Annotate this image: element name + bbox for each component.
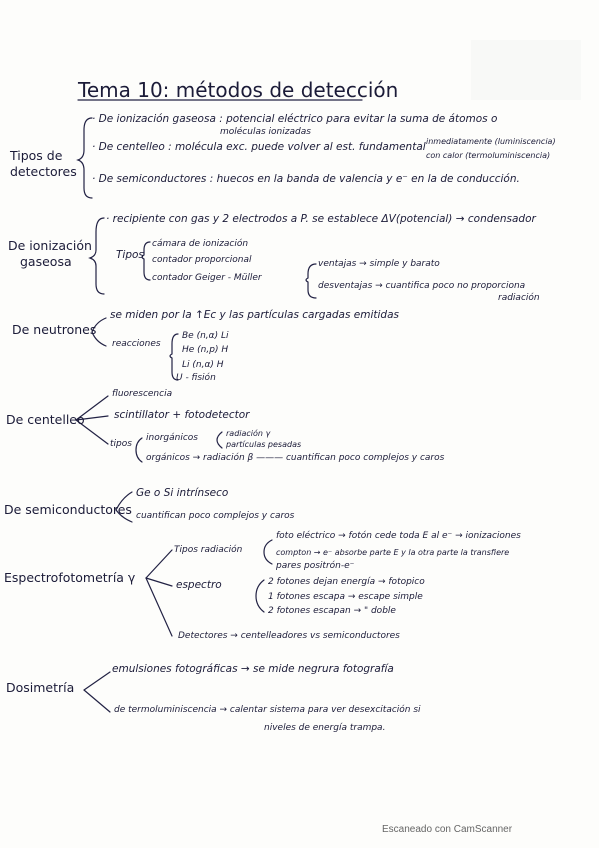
heading-espectrofotometria: Espectrofotometría γ — [4, 570, 136, 585]
page-title: Tema 10: métodos de detección — [78, 78, 399, 102]
neutrones-reaccion-he: He (n,p) H — [182, 345, 229, 355]
neutrones-reaccion-be: Be (n,α) Li — [182, 331, 229, 341]
heading-ionizacion-line-1: De ionización — [8, 238, 92, 253]
centelleo-inorganicos: inorgánicos — [146, 433, 198, 443]
heading-dosimetria: Dosimetría — [6, 680, 75, 695]
tipos-item-ionizacion-cont: moléculas ionizadas — [220, 127, 311, 137]
ionizacion-tipo-proporcional: contador proporcional — [152, 255, 252, 265]
centelleo-scintillator: scintillator + fotodetector — [114, 409, 250, 421]
espectro-label: espectro — [176, 579, 222, 591]
tipos-item-centelleo: · De centelleo : molécula exc. puede volver al est. fundamental — [92, 141, 426, 153]
tipos-centelleo-inmediato: inmediatamente (luminiscencia) — [426, 137, 556, 146]
tipos-centelleo-calor: con calor (termoluminiscencia) — [426, 151, 551, 160]
ionizacion-ventajas: ventajas → simple y barato — [318, 259, 440, 269]
neutrones-reaccion-li: Li (n,α) H — [182, 360, 224, 370]
semiconductores-line-1: Ge o Si intrínseco — [136, 487, 229, 499]
centelleo-fluorescencia: fluorescencia — [112, 389, 173, 399]
ionizacion-tipos-label: Tipos — [116, 249, 144, 261]
espectro-tipos-radiacion: Tipos radiación — [174, 545, 243, 555]
espectro-un-foton: 1 fotones escapa → escape simple — [268, 592, 423, 602]
tipos-item-ionizacion: · De ionización gaseosa : potencial eléctrico para evitar la suma de átomos o — [92, 113, 498, 125]
ionizacion-recipiente: · recipiente con gas y 2 electrodos a P. se establece ΔV(potencial) → condensador — [106, 213, 536, 225]
heading-tipos-line-1: Tipos de — [10, 148, 63, 163]
ionizacion-tipo-camara: cámara de ionización — [152, 239, 249, 249]
espectro-dos-escapan: 2 fotones escapan → " doble — [268, 606, 396, 616]
espectro-fotoelectrico: foto eléctrico → fotón cede toda E al e⁻ → ionizaciones — [276, 531, 521, 541]
heading-semiconductores: De semiconductores — [4, 502, 132, 517]
centelleo-tipos-label: tipos — [110, 439, 132, 449]
heading-centelleo: De centelleo — [6, 412, 85, 427]
espectro-dos-fotones: 2 fotones dejan energía → fotopico — [268, 577, 425, 587]
neutrones-line-1: se miden por la ↑Ec y las partículas cargadas emitidas — [110, 309, 399, 321]
espectro-pares: pares positrón-e⁻ — [276, 561, 355, 571]
heading-tipos-line-2: detectores — [10, 164, 77, 179]
tipos-item-semiconductores: · De semiconductores : huecos en la banda de valencia y e⁻ en la de conducción. — [92, 173, 520, 185]
dosimetria-emulsiones: emulsiones fotográficas → se mide negrura fotografía — [112, 663, 394, 675]
scanner-watermark: Escaneado con CamScanner — [382, 824, 513, 835]
dosimetria-termoluminiscencia: de termoluminiscencia → calentar sistema para ver desexcitación si — [114, 705, 421, 715]
centelleo-organicos: orgánicos → radiación β ——— cuantifican poco complejos y caros — [146, 453, 445, 463]
dosimetria-termo-cont: niveles de energía trampa. — [264, 723, 386, 733]
heading-neutrones: De neutrones — [12, 322, 97, 337]
espectro-compton: compton → e⁻ absorbe parte E y la otra parte la transfiere — [276, 548, 510, 557]
semiconductores-line-2: cuantifican poco complejos y caros — [136, 511, 295, 521]
centelleo-inorg-pesadas: partículas pesadas — [226, 440, 302, 449]
heading-ionizacion-line-2: gaseosa — [20, 254, 72, 269]
ionizacion-radiacion: radiación — [498, 293, 540, 303]
ionizacion-desventajas: desventajas → cuantifica poco no proporciona — [318, 281, 526, 291]
centelleo-inorg-gamma: radiación γ — [226, 429, 271, 438]
neutrones-reaccion-u: U - fisión — [176, 373, 216, 383]
espectro-detectores: Detectores → centelleadores vs semiconductores — [178, 631, 400, 641]
ionizacion-tipo-geiger: contador Geiger - Müller — [152, 273, 262, 283]
neutrones-reacciones-label: reacciones — [112, 339, 161, 349]
